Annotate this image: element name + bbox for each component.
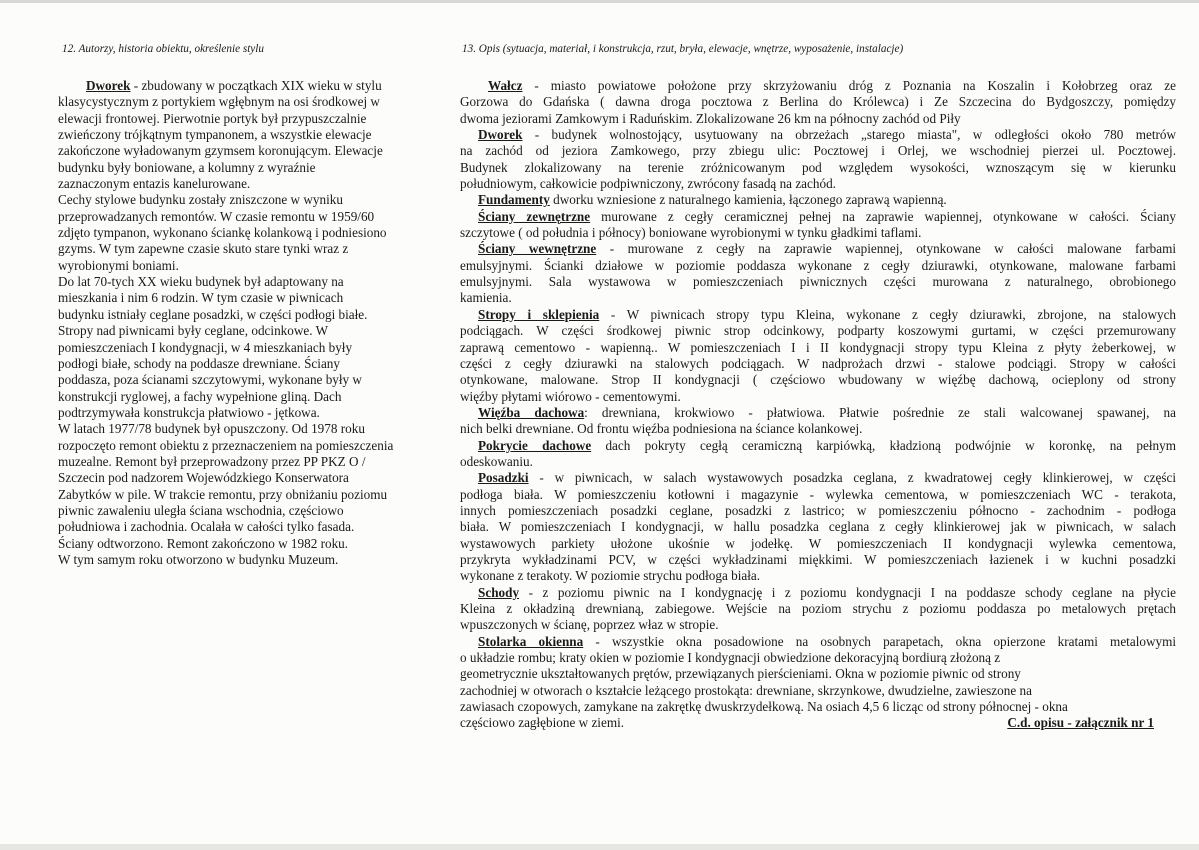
history-line: Do lat 70-tych XX wieku budynek był adaptowany na xyxy=(58,274,344,290)
section-12-heading: 12. Autorzy, historia obiektu, określenie stylu xyxy=(62,43,264,55)
history-line: konstrukcji ryglowej, a fachy wypełnione gliną. Dach xyxy=(58,388,342,404)
posadzki-line: podłoga biała. W pomieszczeniu kotłowni i magazynie - wylewka cementowa, w pomieszczeniach WC - terakota, xyxy=(460,486,1176,502)
stolarka-label: Stolarka okienna xyxy=(478,633,584,649)
posadzki-line: Posadzki - w piwnicach, w salach wystawowych posadzka ceglana, z kwadratowej cegły klinkierowej, w części xyxy=(478,470,1176,486)
sciany-zew-line: szczytowe ( od południa i północy) boniowane wyrobionymi w tynku gładkimi taflami. xyxy=(460,225,922,241)
history-line: południowa i zachodnia. Ocalała w całości tylko fasada. xyxy=(58,519,355,535)
sciany-zew-line: Ściany zewnętrzne murowane z cegły ceramicznej pełnej na zaprawie wapiennej, otynkowane w całości. Ściany xyxy=(478,208,1176,224)
history-line: W tym samym roku otworzono w budynku Muzeum. xyxy=(58,551,339,567)
history-line: poddasza, poza ścianami szczytowymi, wykonane były w xyxy=(58,372,362,388)
history-line: zwieńczony trójkątnym tympanonem, a wszystkie elewacje xyxy=(58,127,372,143)
sciany-wew-line: emulsyjnymi. Ścianki działowe w poziomie poddasza wykonane z cegły dziurawki, otynkowane, malowane farbami xyxy=(460,257,1176,273)
wiezba-line: nich belki drewniane. Od frontu więźba podniesiona na ściance kolankowej. xyxy=(460,421,863,437)
page-edge-top xyxy=(0,0,1199,3)
history-line: Dworek - zbudowany w początkach XIX wieku w stylu xyxy=(86,78,382,93)
walcz-label: Wałcz xyxy=(488,78,523,93)
stolarka-line: o układzie rombu; kraty okien w poziomie I kondygnacji obwiedzione dekoracyjną bordiurą złożoną z xyxy=(460,650,1001,666)
history-line: budynku istniały ceglane posadzki, w części podłogi białe. xyxy=(58,306,368,322)
history-line: Szczecin pod nadzorem Wojewódzkiego Konserwatora xyxy=(58,470,349,486)
posadzki-line: biała. W pomieszczeniach I kondygnacji, w hallu posadzka ceglana z cegły klinkierowej jak w piwnicach, w salach xyxy=(460,519,1176,535)
walcz-line: Gorzowa do Gdańska ( dawna droga pocztowa z Berlina do Królewca) i Ze Szczecina do Bydgoszczy, pomiędzy xyxy=(460,94,1176,110)
stolarka-last-line: częściowo zagłębione w ziemi. C.d. opisu - załącznik nr 1 xyxy=(460,715,1176,731)
schody-line: wpuszczonych w ścianę, poprzez właz w stropie. xyxy=(460,617,719,633)
continued-note: C.d. opisu - załącznik nr 1 xyxy=(1007,715,1154,731)
stropy-line: podciągach. W części środkowej piwnic strop odcinkowy, podparty koszowymi gurtami, w części przemurowany xyxy=(460,323,1176,339)
history-line: Stropy nad piwnicami były ceglane, odcinkowe. W xyxy=(58,323,329,339)
stolarka-line: geometrycznie ukształtowanych prętów, przewiązanych pierścieniami. Okna w poziomie piwnic od strony xyxy=(460,666,1021,682)
sciany-zew-label: Ściany zewnętrzne xyxy=(478,208,591,224)
stropy-line: otynkowane, malowane. Strop II kondygnacji ( częściowo wbudowany w więźbę dachową, ocieplony od strony xyxy=(460,372,1176,388)
posadzki-line: przykryta wykładzinami PCV, w części wykładzinami miękkimi. W pomieszczeniach łazienek i w kuchni posadzki xyxy=(460,551,1176,567)
pokrycie-line: Pokrycie dachowe dach pokryty cegłą ceramiczną karpiówką, kładzioną podwójnie w koronkę, na pełnym xyxy=(478,437,1176,453)
schody-line: Kleina z okładziną drewnianą, zabiegowe. Wejście na poziom strychu z poziomu poddasza po metalowych prętach xyxy=(460,601,1176,616)
history-line: Cechy stylowe budynku zostały zniszczone w wyniku xyxy=(58,192,343,208)
schody-label: Schody xyxy=(478,584,520,600)
history-line: klasycystycznym z portykiem wgłębnym na osi środkowej w xyxy=(58,94,380,110)
walcz-line: dwoma jeziorami Zamkowym i Raduńskim. Zlokalizowane 26 km na północny zachód od Piły xyxy=(460,110,961,126)
stolarka-line: zachodniej w otworach o kształcie leżącego prostokąta: drewniane, skrzynkowe, dwudzielne, zawieszone na xyxy=(460,682,1032,698)
history-line: zaznaczonym entazis kanelurowane. xyxy=(58,176,251,192)
dworek-line: Budynek zlokalizowany na terenie zróżnicowanym pod względem wysokości, wznoszącym się w kierunku xyxy=(460,159,1176,175)
dworek-label: Dworek xyxy=(86,78,131,93)
dworek-desc-label: Dworek xyxy=(478,127,523,143)
history-line: elewacji frontowej. Pierwotnie portyk był przypuszczalnie xyxy=(58,110,367,126)
history-line: W latach 1977/78 budynek był opuszczony. Od 1978 roku xyxy=(58,421,365,437)
stropy-label: Stropy i sklepienia xyxy=(478,306,600,322)
posadzki-line: wystawowych parkiety ułożone ukośnie w jodełkę. W pomieszczeniach II kondygnacji wylewka cementowa, xyxy=(460,535,1176,551)
description-text xyxy=(460,78,1176,732)
history-line: zdjęto tympanon, wykonano ściankę kolankową i podniesiono xyxy=(58,225,387,241)
stolarka-line: Stolarka okienna - wszystkie okna posadowione na osobnych parapetach, okna opierzone kratami metalowymi xyxy=(478,633,1176,649)
history-line: Ściany odtworzono. Remont zakończono w 1982 roku. xyxy=(58,535,349,551)
wiezba-label: Więźba dachowa xyxy=(478,404,585,420)
sciany-wew-line: emulsyjnymi. Sala wystawowa w pomieszczeniach piwnicznych części murowana z naturalnego, obrobionego xyxy=(460,274,1176,290)
section-13-heading: 13. Opis (sytuacja, materiał, i konstrukcja, rzut, bryła, elewacje, wnętrze, wyposażenie, instalacje) xyxy=(462,43,904,55)
page-edge-bottom xyxy=(0,844,1199,850)
wiezba-line: Więźba dachowa: drewniana, krokwiowo - płatwiowa. Płatwie pośrednie ze stali walcowanej spawanej, na xyxy=(478,404,1176,420)
history-line: piwnic zawaleniu uległa ściana wschodnia, częściowo xyxy=(58,502,344,518)
schody-line: Schody - z poziomu piwnic na I kondygnację i z poziomu kondygnacji I na poddasze schody ceglane na płycie xyxy=(478,584,1176,600)
history-text xyxy=(58,78,444,568)
history-line: przeprowadzanych remontów. W czasie remontu w 1959/60 xyxy=(58,208,375,224)
sciany-wew-line: kamienia. xyxy=(460,290,512,306)
stropy-line: części z cegły dziurawki na stalowych podciągach. W nadprożach drzwi - stalowe podciągi. Stropy w całości xyxy=(460,355,1176,371)
history-line: pomieszczeniach I kondygnacji, w 4 mieszkaniach były xyxy=(58,339,353,355)
walcz-line: Wałcz - miasto powiatowe położone przy skrzyżowaniu dróg z Poznania na Koszalin i Kołobrzeg oraz ze xyxy=(488,78,1176,93)
stolarka-line: zawiasach czopowych, zamykane na zakrętkę dwuskrzydełkową. Na osiach 4,5 6 licząc od strony północnej - okna xyxy=(460,699,1068,715)
stropy-line: Stropy i sklepienia - W piwnicach stropy typu Kleina, wykonane z cegły dziurawki, zbrojone, na stalowych xyxy=(478,306,1177,322)
history-line: gzyms. W tym zapewne czasie skuto stare tynki wraz z xyxy=(58,241,349,257)
dworek-line: na zachód od jeziora Zamkowego, przy zbiegu ulic: Pocztowej i Orlej, we wschodniej pierzei ul. Pocztowej. xyxy=(460,143,1176,159)
posadzki-label: Posadzki xyxy=(478,470,529,486)
dworek-line: południowym, całkowicie podpiwniczony, zwrócony fasadą na zachód. xyxy=(460,176,836,192)
history-line: Zabytków w pile. W trakcie remontu, przy obniżaniu poziomu xyxy=(58,486,388,502)
posadzki-line: innych pomieszczeniach posadzki ceglane, posadzki z lastrico; w pomieszczeniu północno - zachodnim - podłoga xyxy=(460,502,1176,518)
history-line: mieszkania i nim 6 rodzin. W tym czasie w piwnicach xyxy=(58,290,344,306)
history-line: podtrzymywała konstrukcja płatwiowo - jętkowa. xyxy=(58,404,320,420)
pokrycie-label: Pokrycie dachowe xyxy=(478,437,592,453)
history-line: podłogi białe, schody na poddasze drewniane. Ściany xyxy=(58,355,340,371)
sciany-wew-line: Ściany wewnętrzne - murowane z cegły na zaprawie wapiennej, otynkowane w całości malowane farbami xyxy=(478,241,1176,257)
history-line: muzealne. Remont był przeprowadzony przez PP PKZ O / xyxy=(58,453,366,469)
history-line: budynku były boniowane, a kolumny z wyraźnie xyxy=(58,159,316,175)
stropy-line: zaprawą cementowo - wapienną.. W pomieszczeniach I i II kondygnacji stropy typu Kleina z płyty żeberkowej, w xyxy=(460,339,1176,355)
history-line: rozpoczęto remont obiektu z przeznaczeniem na pomieszczenia xyxy=(58,437,394,453)
history-line: wyrobionymi boniami. xyxy=(58,257,179,273)
posadzki-line: wykonane z terakoty. W poziomie strychu podłoga biała. xyxy=(460,568,761,584)
fundamenty-label: Fundamenty xyxy=(478,192,550,208)
stropy-line: więźby płytami wiórowo - cementowymi. xyxy=(460,388,681,404)
history-line: zakończone wyładowanym gzymsem koronującym. Elewacje xyxy=(58,143,383,159)
fundamenty-line: Fundamenty dworku wzniesione z naturalnego kamienia, łączonego zaprawą wapienną. xyxy=(478,192,947,208)
pokrycie-line: odeskowaniu. xyxy=(460,453,533,469)
dworek-line: Dworek - budynek wolnostojący, usytuowany na obrzeżach „starego miasta", w odległości około 780 metrów xyxy=(478,127,1176,143)
sciany-wew-label: Ściany wewnętrzne xyxy=(478,241,597,257)
